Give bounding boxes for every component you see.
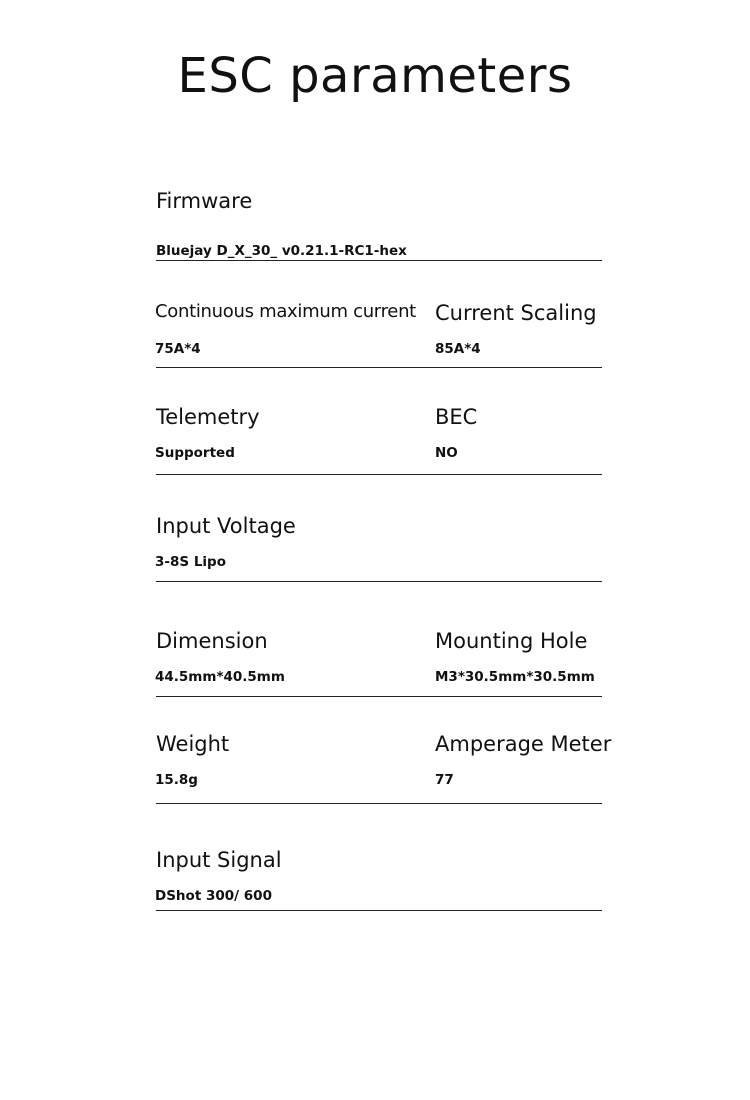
current-scaling-value: 85A*4 xyxy=(435,341,481,357)
divider xyxy=(156,581,602,582)
weight-value: 15.8g xyxy=(155,772,198,788)
firmware-value: Bluejay D_X_30_ v0.21.1-RC1-hex xyxy=(156,243,407,259)
mounting-hole-value: M3*30.5mm*30.5mm xyxy=(435,669,595,685)
input-signal-label: Input Signal xyxy=(156,848,282,872)
divider xyxy=(156,474,602,475)
telemetry-label: Telemetry xyxy=(156,405,260,429)
input-voltage-label: Input Voltage xyxy=(156,514,296,538)
mounting-hole-label: Mounting Hole xyxy=(435,629,588,653)
divider xyxy=(156,803,602,804)
input-signal-value: DShot 300/ 600 xyxy=(155,888,272,904)
divider xyxy=(156,260,602,261)
bec-value: NO xyxy=(435,445,458,461)
dimension-value: 44.5mm*40.5mm xyxy=(155,669,285,685)
current-scaling-label: Current Scaling xyxy=(435,301,597,325)
page-title: ESC parameters xyxy=(177,48,573,104)
continuous-current-value: 75A*4 xyxy=(155,341,201,357)
amperage-meter-label: Amperage Meter xyxy=(435,732,612,756)
input-voltage-value: 3-8S Lipo xyxy=(155,554,226,570)
continuous-current-label: Continuous maximum current xyxy=(155,301,416,322)
telemetry-value: Supported xyxy=(155,445,235,461)
bec-label: BEC xyxy=(435,405,478,429)
weight-label: Weight xyxy=(156,732,230,756)
divider xyxy=(156,696,602,697)
firmware-label: Firmware xyxy=(156,189,253,213)
divider xyxy=(156,910,602,911)
dimension-label: Dimension xyxy=(156,629,268,653)
amperage-meter-value: 77 xyxy=(435,772,454,788)
divider xyxy=(156,367,602,368)
